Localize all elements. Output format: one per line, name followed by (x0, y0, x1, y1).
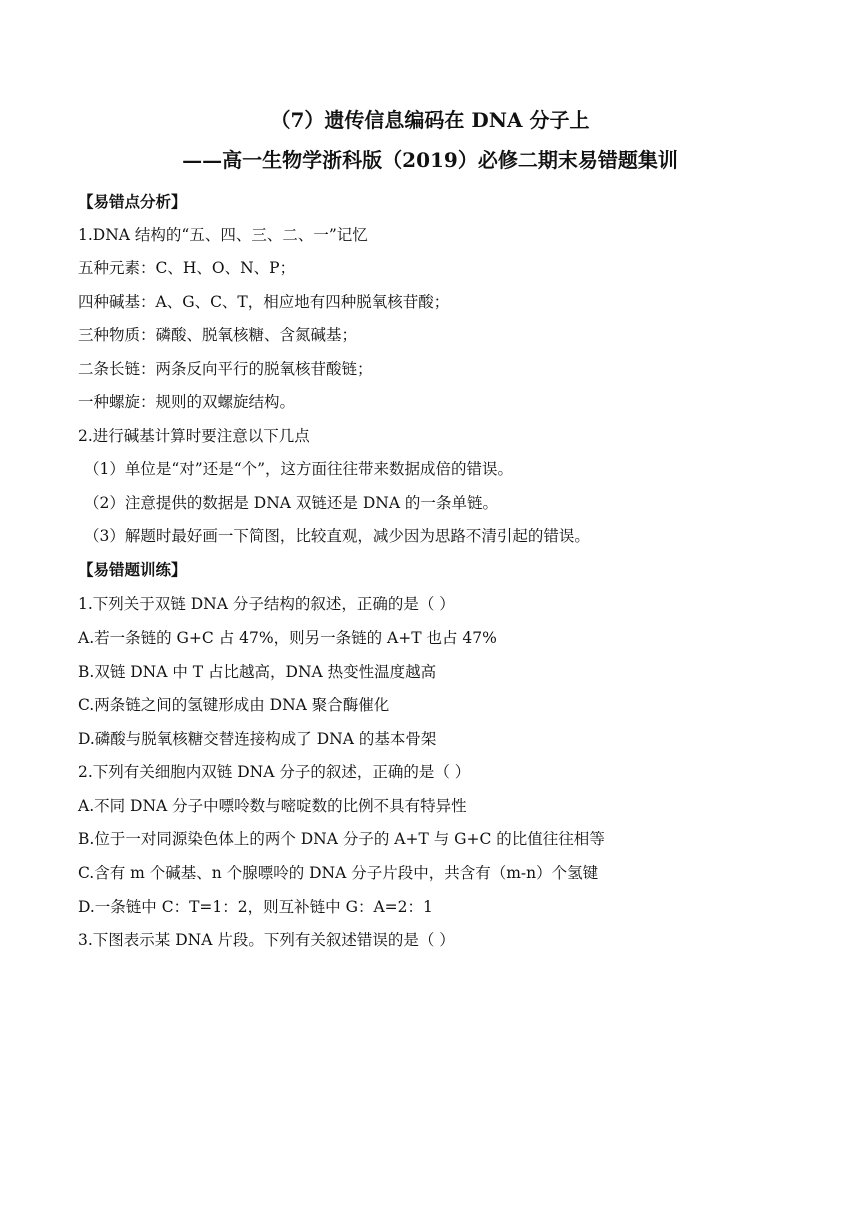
question-1-option-b: B.双链 DNA 中 T 占比越高，DNA 热变性温度越高 (78, 663, 437, 681)
analysis-point-1-heading: 1.DNA 结构的“五、四、三、二、一”记忆 (78, 226, 368, 244)
question-1-option-c: C.两条链之间的氢键形成由 DNA 聚合酶催化 (78, 696, 390, 714)
section-heading-analysis: 【易错点分析】 (78, 192, 187, 211)
analysis-point-1-item: 三种物质：磷酸、脱氧核糖、含氮碱基； (78, 326, 358, 344)
question-2-option-b: B.位于一对同源染色体上的两个 DNA 分子的 A+T 与 G+C 的比值往往相等 (78, 830, 605, 848)
question-2-option-c: C.含有 m 个碱基、n 个腺嘌呤的 DNA 分子片段中，共含有（m-n）个氢键 (78, 864, 599, 882)
question-1-stem: 1.下列关于双链 DNA 分子结构的叙述，正确的是（ ） (78, 595, 455, 613)
analysis-point-1-item: 四种碱基：A、G、C、T，相应地有四种脱氧核苷酸； (78, 293, 450, 311)
section-heading-training: 【易错题训练】 (78, 560, 187, 579)
question-1-option-d: D.磷酸与脱氧核糖交替连接构成了 DNA 的基本骨架 (78, 730, 437, 748)
analysis-point-2-item: （3）解题时最好画一下简图，比较直观，减少因为思路不清引起的错误。 (84, 527, 590, 545)
analysis-point-1-item: 二条长链：两条反向平行的脱氧核苷酸链； (78, 360, 373, 378)
document-subtitle: ——高一生物学浙科版（2019）必修二期末易错题集训 (182, 148, 678, 172)
analysis-point-1-item: 一种螺旋：规则的双螺旋结构。 (78, 393, 296, 411)
question-2-option-a: A.不同 DNA 分子中嘌呤数与嘧啶数的比例不具有特异性 (78, 797, 467, 815)
analysis-point-1-item: 五种元素：C、H、O、N、P； (78, 259, 296, 277)
analysis-point-2-item: （1）单位是“对”还是“个”，这方面往往带来数据成倍的错误。 (84, 460, 514, 478)
document-title: （7）遗传信息编码在 DNA 分子上 (270, 108, 590, 132)
question-3-stem: 3.下图表示某 DNA 片段。下列有关叙述错误的是（ ） (78, 931, 455, 949)
question-2-option-d: D.一条链中 C：T=1：2，则互补链中 G：A=2：1 (78, 898, 433, 916)
analysis-point-2-heading: 2.进行碱基计算时要注意以下几点 (78, 427, 310, 445)
analysis-point-2-item: （2）注意提供的数据是 DNA 双链还是 DNA 的一条单链。 (84, 494, 498, 512)
question-2-stem: 2.下列有关细胞内双链 DNA 分子的叙述，正确的是（ ） (78, 763, 471, 781)
question-1-option-a: A.若一条链的 G+C 占 47%，则另一条链的 A+T 也占 47% (78, 629, 497, 647)
